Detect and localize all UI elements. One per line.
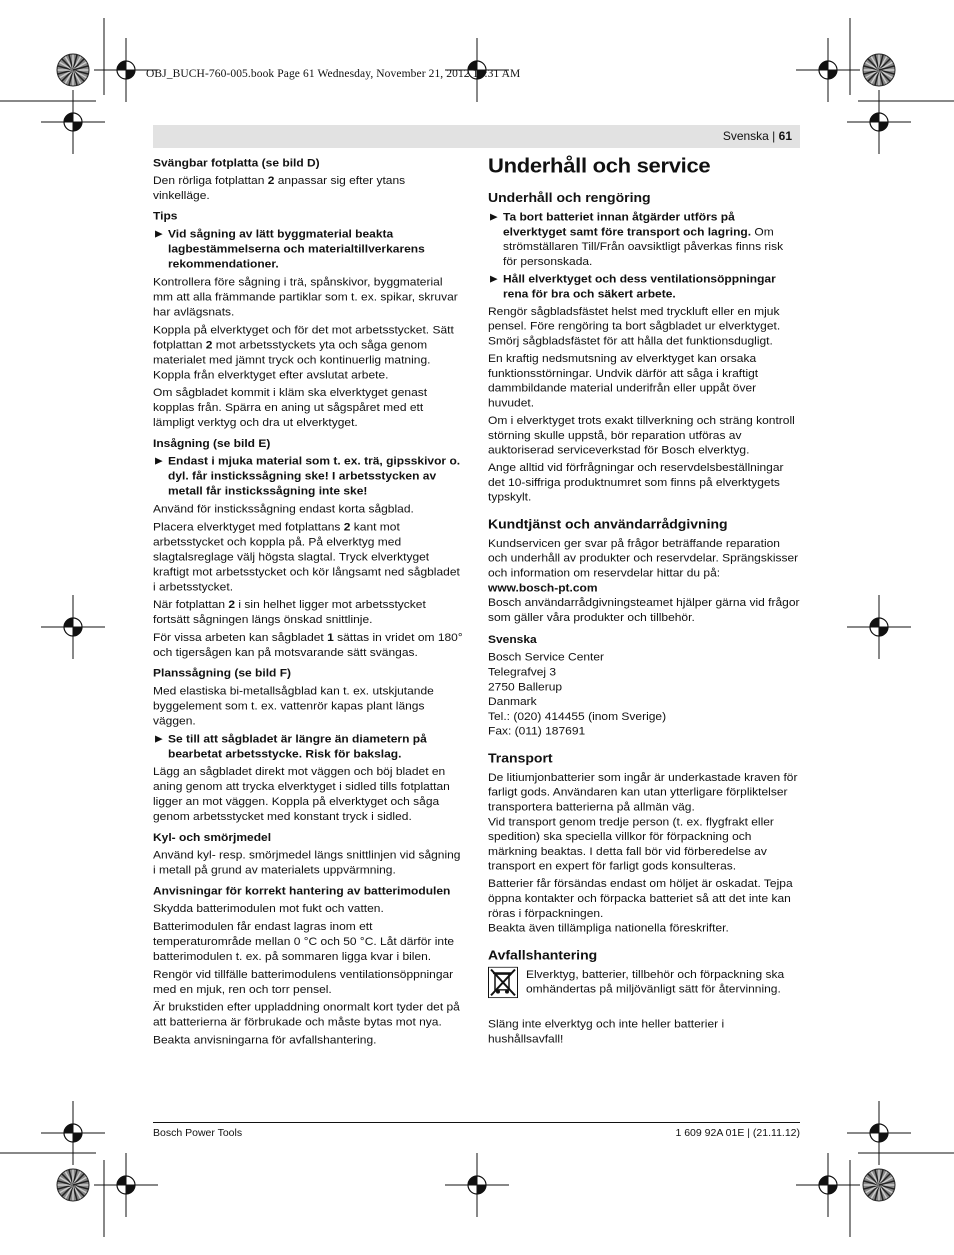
registration-mark-icon [41, 90, 105, 154]
paragraph: Ange alltid vid förfrågningar och reservdelsbeställningar det 10-siffriga produktnumret som finns på elverktygets typskylt. [488, 460, 784, 504]
paragraph: Släng inte elverktyg och inte heller batterier i hushållsavfall! [488, 1017, 725, 1046]
paragraph: Batterimodulen får endast lagras inom ett temperaturområde mellan 0 °C och 50 °C. Låt därför inte batterimodulen t. ex. på sommaren ligga kvar i bilen. [153, 919, 455, 963]
crossed-out-wheelie-bin-icon [488, 967, 518, 998]
paragraph: Batterier får försändas endast om höljet är oskadat. Tejpa öppna kontakter och förpacka batteriet så att det inte kan röras i förpackningen. [488, 877, 793, 920]
paragraph: Bosch användarrådgivningsteamet hjälper gärna vid frågor som gäller våra produkter och tillbehör. [488, 595, 800, 624]
paragraph: Koppla på elverktyget och för det mot arbetsstycket. Sätt fotplattan 2 mot arbetsstyckets yta och såga genom materialet med jämnt tryck och kontinuerlig matning. Koppla från elverktyget efter avslutat arbete. [153, 322, 454, 382]
section-heading: Insågning (se bild E) [153, 436, 271, 450]
fax-line: Fax: (011) 187691 [488, 724, 586, 738]
paragraph: Lägg an sågbladet direkt mot väggen och böj bladet en aning genom att trycka elverktyget i sidled tills fotplattan ligger an mot väggen. Koppla på elverktyget och såga genom arbetsstycket med konstant tryck i sidled. [153, 764, 450, 823]
paragraph: När fotplattan 2 i sin helhet ligger mot arbetsstycket fortsätt sågningen längs önskad snittlinje. [153, 597, 426, 626]
triangle-bullet-icon: ▶ [155, 733, 163, 745]
header-language: Svenska [722, 129, 769, 143]
paragraph: Skydda batterimodulen mot fukt och vatten. [153, 901, 384, 915]
bullet-item: ▶ Vid sågning av lätt byggmaterial beakta lagbestämmelserna och materialtillverkarens rekommendationer. [155, 227, 425, 271]
registration-mark-icon [41, 1101, 105, 1165]
disposal-notice [488, 967, 800, 998]
address-line: Danmark [488, 694, 537, 708]
paragraph: Beakta anvisningarna för avfallshantering. [153, 1033, 377, 1047]
section-heading: Transport [488, 750, 553, 766]
bullet-item: ▶ Se till att sågbladet är längre än diametern på bearbetat arbetsstycke. Risk för bakslag. [155, 731, 427, 761]
color-bar-star-icon [863, 54, 895, 86]
footer-brand: Bosch Power Tools [153, 1127, 243, 1139]
section-heading: Kyl- och smörjmedel [153, 830, 272, 844]
triangle-bullet-icon: ▶ [155, 456, 163, 467]
triangle-bullet-icon: ▶ [490, 212, 498, 223]
page-header-bar [153, 125, 800, 148]
paragraph: Kundservicen ger svar på frågor beträffande reparation och underhåll av produkter och reservdelar. Sprängskisser och information om reservdelar hittar du på: [488, 536, 799, 580]
right-column [488, 154, 800, 1049]
paragraph: De litiumjonbatterier som ingår är underkastade kraven för farligt gods. Användaren kan utan ytterligare förpliktelser transportera batterierna på allmän väg. [488, 770, 798, 814]
section-heading: Svängbar fotplatta (se bild D) [153, 155, 320, 170]
section-heading: Anvisningar för korrekt hantering av batterimodulen [153, 883, 451, 898]
triangle-bullet-icon: ▶ [155, 229, 163, 240]
paragraph: Om i elverktyget trots exakt tillverkning och sträng kontroll störning skulle uppstå, bör reparation utföras av auktoriserad serviceverkstad för Bosch elverktyg. [488, 413, 795, 457]
website-link[interactable]: www.bosch-pt.com [488, 581, 598, 595]
registration-mark-icon [847, 1101, 911, 1165]
paragraph: Rengör sågbladsfästet helst med tryckluft eller en mjuk pensel. Före rengöring ta bort sågbladet ur elverktyget. Smörj sågbladsfästet för att hålla det funktionsdugligt. [488, 304, 781, 348]
paragraph: Är brukstiden efter uppladdning onormalt kort tyder det på att batterierna är förbrukade och måste bytas mot nya. [153, 1000, 460, 1029]
country-heading: Svenska [488, 632, 537, 646]
paragraph: Vid transport genom tredje person (t. ex. flygfrakt eller spedition) ska speciella villkor för förpackning och märkning beaktas. I detta fall bör vid förberedelse av transport en expert för farligt gods konsulteras. [488, 815, 774, 873]
paragraph: För vissa arbeten kan sågbladet 1 sättas in vridet om 180° och tigersågen kan på motsvarande sätt svängas. [153, 630, 463, 659]
address-line: 2750 Ballerup [488, 680, 563, 694]
color-bar-star-icon [57, 54, 89, 86]
section-heading: Planssågning (se bild F) [153, 666, 292, 680]
footer-doc-number: 1 609 92A 01E | (21.11.12) [675, 1127, 800, 1139]
left-column [153, 155, 465, 1050]
header-page-number: 61 [778, 129, 792, 143]
section-heading: Avfallshantering [488, 947, 598, 963]
paragraph: Rengör vid tillfälle batterimodulens ventilationsöppningar med en mjuk, ren och torr pensel. [153, 967, 454, 996]
section-heading: Tips [153, 209, 178, 223]
paragraph: Beakta även tillämpliga nationella föreskrifter. [488, 921, 729, 935]
paragraph: Kontrollera före sågning i trä, spånskivor, byggmaterial mm att alla främmande partiklar som t. ex. spikar, skruvar har avlägsnats. [153, 275, 458, 319]
paragraph: Om sågbladet kommit i kläm ska elverktyget genast kopplas från. Spärra en aning ut sågspåret med ett lämpligt verktyg och dra ut elverktyget. [153, 385, 428, 429]
triangle-bullet-icon: ▶ [490, 274, 498, 285]
section-heading: Kundtjänst och användarrådgivning [488, 516, 728, 532]
registration-mark-icon [847, 90, 911, 154]
paragraph: En kraftig nedsmutsning av elverktyget kan orsaka funktionsstörningar. Undvik därför att såga i kraftigt dammbildande material underifrån eller uppåt över huvudet. [488, 351, 759, 410]
registration-mark-icon [445, 1153, 509, 1217]
paragraph: Med elastiska bi-metallsågblad kan t. ex. utskjutande byggelement som t. ex. vattenrör kapas plant längs väggen. [153, 684, 434, 728]
footer-rule [153, 1122, 800, 1123]
service-address [488, 650, 800, 739]
color-bar-star-icon [57, 1169, 89, 1201]
bullet-item: ▶ Håll elverktyget och dess ventilationsöppningar rena för bra och säkert arbete. [490, 272, 776, 301]
paragraph: Placera elverktyget med fotplattans 2 kant mot arbetsstycket och koppla på. På elverktyg med slagtalsreglage välj högsta slagtal. Tryck elverktyget kraftigt mot arbetsstycket och kör långsamt ned sågbladet i arbetsstycket. [153, 519, 460, 594]
address-line: Telegrafvej 3 [488, 665, 557, 679]
registration-mark-icon [41, 595, 105, 659]
bullet-item: ▶ Endast i mjuka material som t. ex. trä, gipsskivor o. dyl. får instickssågning ske! I arbetsstycken av metall får instickssågning inte ske! [155, 454, 461, 498]
section-heading: Underhåll och rengöring [488, 190, 651, 205]
paragraph: Använd kyl- resp. smörjmedel längs snittlinjen vid sågning i metall på grund av materialets uppvärmning. [153, 848, 461, 877]
registration-mark-icon [847, 595, 911, 659]
paragraph: Använd för instickssågning endast korta sågblad. [153, 502, 414, 516]
header-language-page [723, 129, 792, 143]
page-title: Underhåll och service [488, 154, 711, 178]
address-line: Bosch Service Center [488, 650, 605, 664]
disposal-text: Elverktyg, batterier, tillbehör och förpackning ska omhändertas på miljövänligt sätt för återvinning. [526, 967, 785, 996]
bullet-item: ▶ Ta bort batteriet innan åtgärder utförs på elverktyget samt före transport och lagring. Om strömställaren Till/Från oavsiktligt påverkas finns risk för personskada. [490, 210, 784, 268]
book-info-line: OBJ_BUCH-760-005.book Page 61 Wednesday, November 21, 2012 10:31 AM [146, 68, 521, 80]
paragraph: Den rörliga fotplattan 2 anpassar sig efter ytans vinkelläge. [153, 173, 406, 202]
phone-line: Tel.: (020) 414455 (inom Sverige) [488, 709, 667, 723]
header-separator: | [768, 129, 779, 143]
color-bar-star-icon [863, 1169, 895, 1201]
